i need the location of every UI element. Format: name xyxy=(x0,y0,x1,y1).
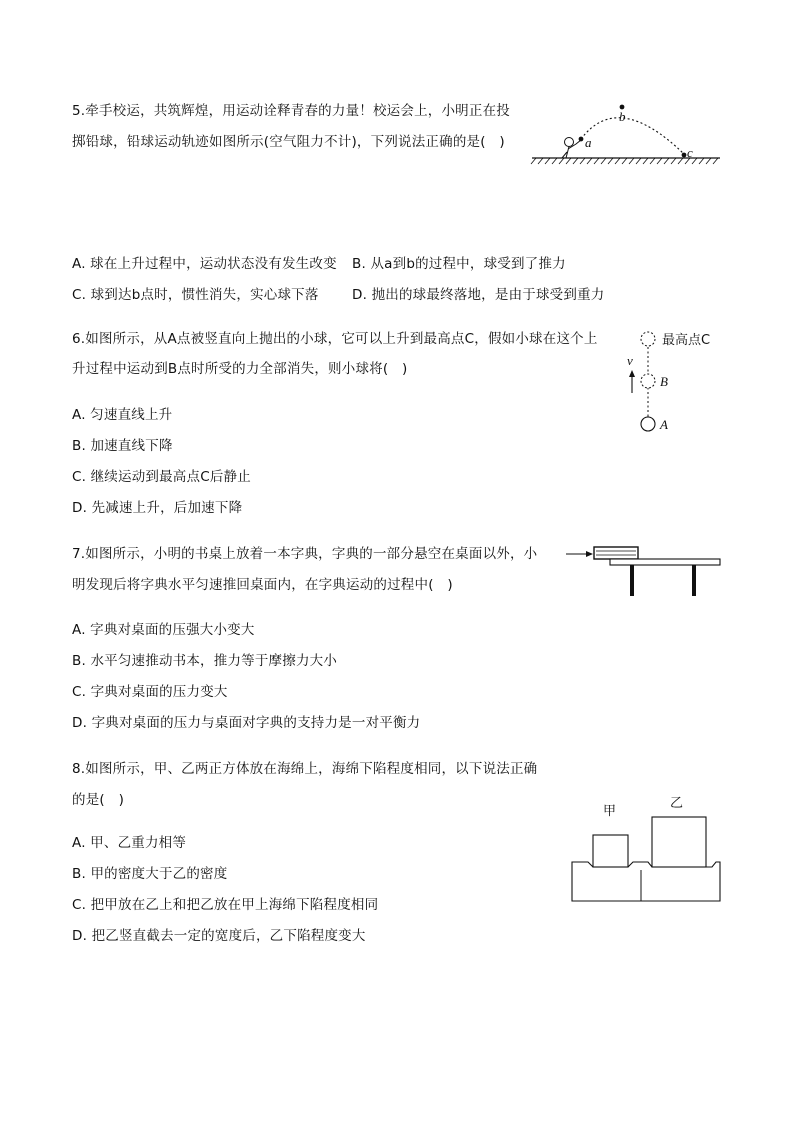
label-b: B xyxy=(660,374,668,389)
arrow-up-icon xyxy=(629,370,635,377)
question-7-stem-line-2: 明发现后将字典水平匀速推回桌面内，在字典运动的过程中( ) xyxy=(72,577,453,593)
question-7-option-b: B. 水平匀速推动书本，推力等于摩擦力大小 xyxy=(72,653,338,669)
label-yi: 乙 xyxy=(670,796,684,811)
question-7-option-c: C. 字典对桌面的压力变大 xyxy=(72,684,228,700)
trajectory-path xyxy=(581,118,684,154)
thrower-icon xyxy=(562,138,581,159)
desk-top xyxy=(610,559,720,565)
question-7-option-d: D. 字典对桌面的压力与桌面对字典的支持力是一对平衡力 xyxy=(72,715,421,731)
label-jia: 甲 xyxy=(603,804,617,819)
question-5-option-a: A. 球在上升过程中，运动状态没有发生改变 xyxy=(72,256,337,272)
question-6-option-d: D. 先减速上升，后加速下降 xyxy=(72,500,243,516)
ball-at-a xyxy=(641,417,655,431)
label-a: A xyxy=(660,417,668,432)
shot-put-trajectory-figure xyxy=(528,96,728,171)
cube-yi xyxy=(652,817,706,867)
label-highest-point-c: 最高点C xyxy=(662,333,711,348)
question-8-option-a: A. 甲、乙重力相等 xyxy=(72,835,187,851)
ball-at-c xyxy=(641,332,655,346)
label-b: b xyxy=(619,109,626,124)
point-a-marker xyxy=(579,137,584,142)
sponge-cubes-figure xyxy=(568,790,726,905)
question-6-option-a: A. 匀速直线上升 xyxy=(72,407,173,423)
question-5-stem-line-2: 掷铅球，铅球运动轨迹如图所示(空气阻力不计)，下列说法正确的是( ) xyxy=(72,134,505,150)
question-7-option-a: A. 字典对桌面的压强大小变大 xyxy=(72,622,255,638)
question-6-option-c: C. 继续运动到最高点C后静止 xyxy=(72,469,251,485)
question-8-stem-line-2: 的是( ) xyxy=(72,792,125,808)
question-8-option-b: B. 甲的密度大于乙的密度 xyxy=(72,866,228,882)
arrow-right-icon xyxy=(586,551,593,557)
question-5-option-c: C. 球到达b点时，惯性消失，实心球下落 xyxy=(72,287,319,303)
ball-at-b xyxy=(641,374,655,388)
question-8-stem-line-1: 8.如图所示，甲、乙两正方体放在海绵上，海绵下陷程度相同，以下说法正确 xyxy=(72,761,538,777)
desk-leg-left xyxy=(630,565,634,596)
label-v: v xyxy=(627,353,633,368)
question-6-stem-line-2: 升过程中运动到B点时所受的力全部消失，则小球将( ) xyxy=(72,361,408,377)
question-5-stem-line-1: 5.牵手校运，共筑辉煌，用运动诠释青春的力量！校运会上，小明正在投 xyxy=(72,103,510,119)
dictionary-book xyxy=(594,547,638,559)
cube-jia xyxy=(593,835,628,867)
label-a: a xyxy=(585,135,592,150)
label-c: c xyxy=(687,145,693,160)
question-6-stem-line-1: 6.如图所示，从A点被竖直向上抛出的小球，它可以上升到最高点C，假如小球在这个上 xyxy=(72,331,598,347)
vertical-throw-figure xyxy=(620,325,730,435)
desk-dictionary-figure xyxy=(562,542,727,602)
point-c-marker xyxy=(682,153,687,158)
question-5-option-b: B. 从a到b的过程中，球受到了推力 xyxy=(352,256,566,272)
question-8-option-c: C. 把甲放在乙上和把乙放在甲上海绵下陷程度相同 xyxy=(72,897,379,913)
question-5-option-d: D. 抛出的球最终落地，是由于球受到重力 xyxy=(352,287,605,303)
question-6-option-b: B. 加速直线下降 xyxy=(72,438,173,454)
sponge xyxy=(572,862,720,901)
question-7-stem-line-1: 7.如图所示，小明的书桌上放着一本字典，字典的一部分悬空在桌面以外，小 xyxy=(72,546,538,562)
question-8-option-d: D. 把乙竖直截去一定的宽度后，乙下陷程度变大 xyxy=(72,928,366,944)
desk-leg-right xyxy=(692,565,696,596)
